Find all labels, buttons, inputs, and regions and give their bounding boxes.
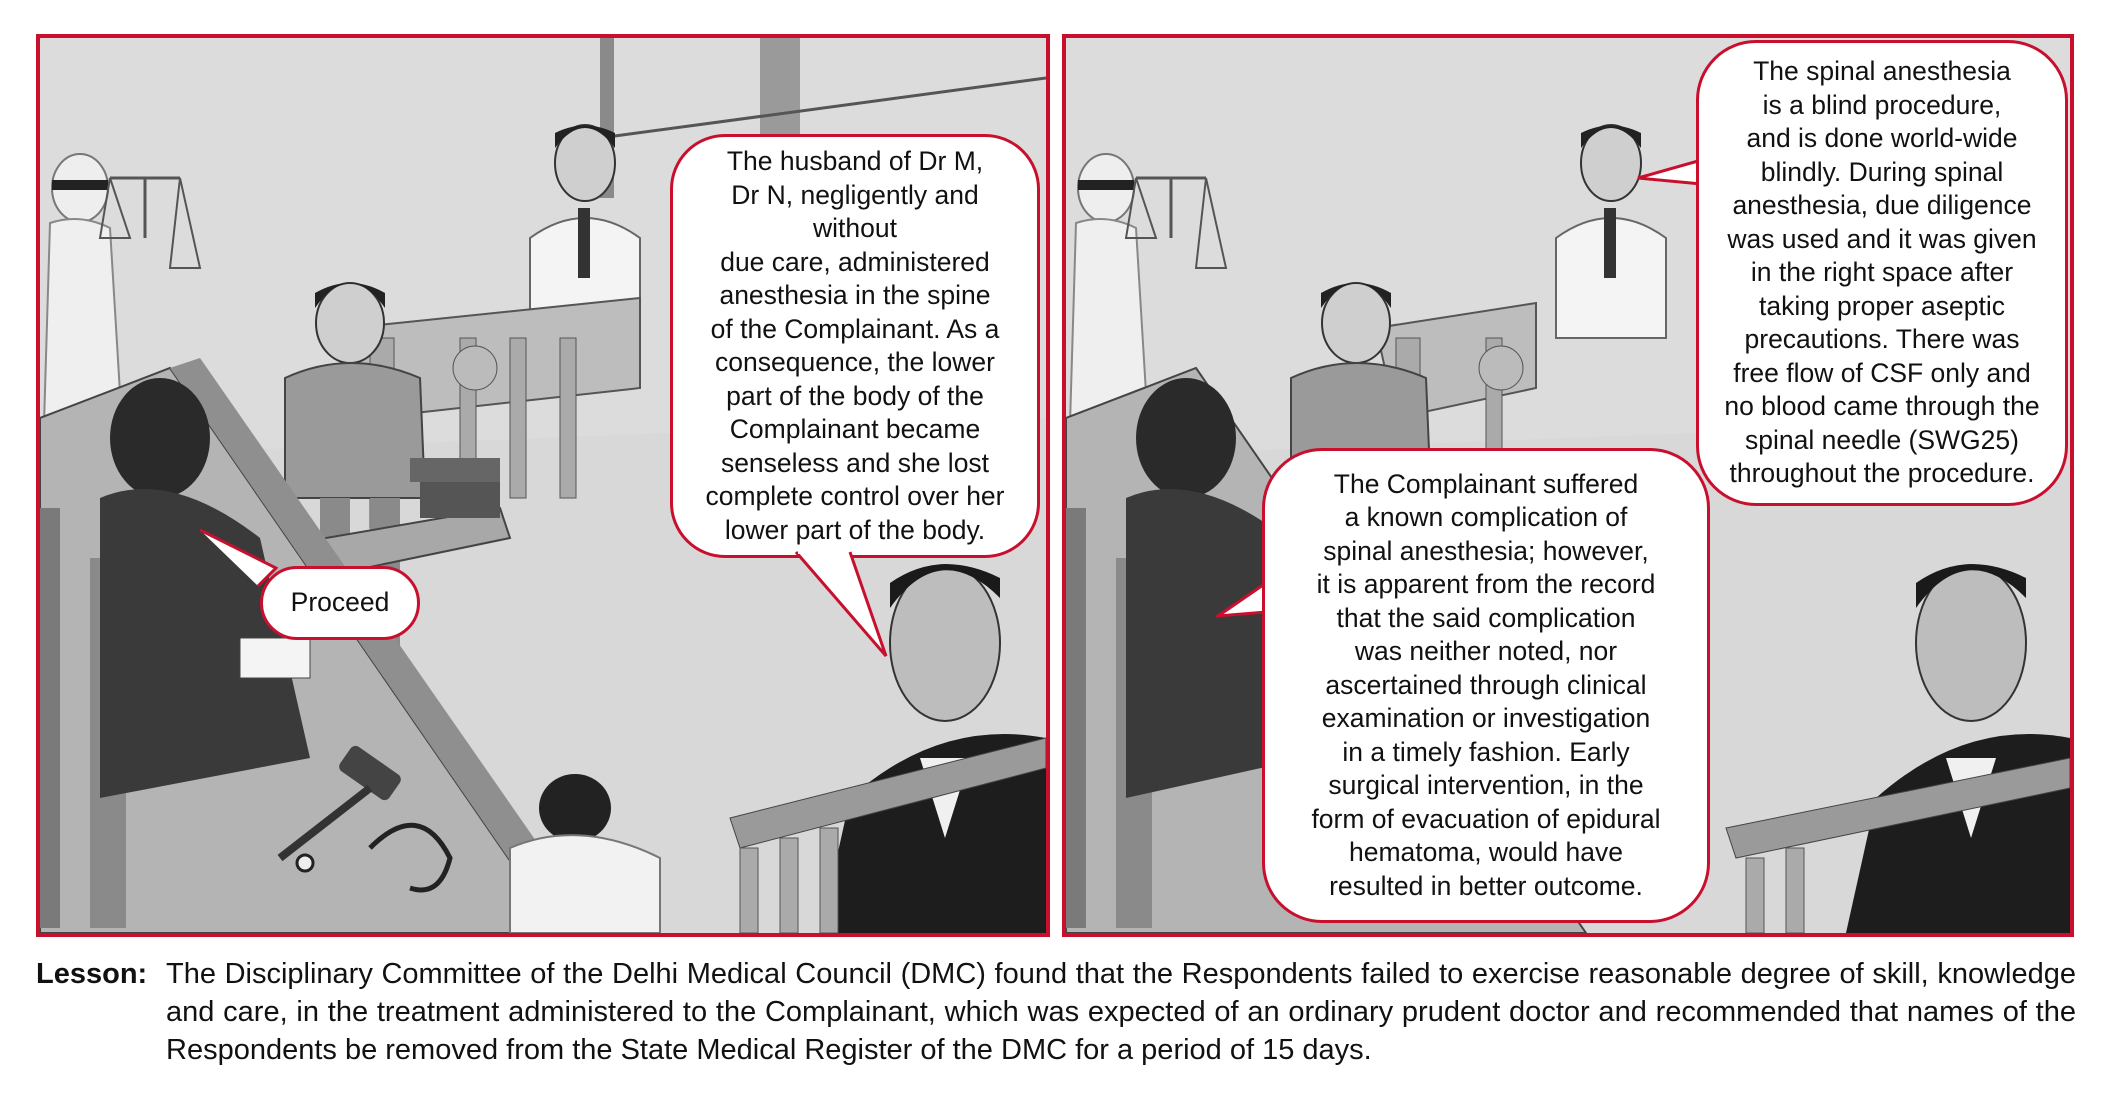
speech-bubble-judge [1262, 448, 1710, 923]
speech-bubble-doctor [1696, 40, 2068, 506]
comic-panel-right [1062, 34, 2074, 937]
speech-text: The husband of Dr M, Dr N, negligently and without due care, administered anesthesia in the spine of the Complainant. As a consequence, the lower part of the body of the Complainant became senseless and she lost complete control over her lower part of the body. [705, 146, 1005, 545]
speech-text: Proceed [290, 587, 390, 618]
speech-text: The Complainant suffered a known complication of spinal anesthesia; however, it is apparent from the record that the said complication was neither noted, nor ascertained through clinical examination or investigation in a timely fashion. Early surgical intervention, in the form of evacuation of epidural hematoma, would have resulted in better outcome. [1311, 468, 1661, 901]
speech-bubble-tail [790, 548, 890, 658]
speech-bubble-tail [198, 528, 278, 588]
speech-bubble-judge [260, 566, 420, 640]
lesson-label: Lesson: [36, 958, 148, 990]
speech-bubble-complainant-lawyer [670, 134, 1040, 558]
speech-text: The spinal anesthesia is a blind procedure, and is done world-wide blindly. During spinal anesthesia, due diligence was used and it was given in the right space after taking proper aseptic precautions. There was free flow of CSF only and no blood came through the spinal needle (SWG25) throughout the procedure. [1724, 56, 2040, 489]
comic-panel-left [36, 34, 1050, 937]
lesson-text: The Disciplinary Committee of the Delhi Medical Council (DMC) found that the Respondents failed to exercise reasonable degree of skill, knowledge and care, in the treatment administered to the Complainant, which was expected of an ordinary prudent doctor and recommended that names of the Respondents be removed from the State Medical Register of the DMC for a period of 15 days. [166, 958, 2076, 1066]
